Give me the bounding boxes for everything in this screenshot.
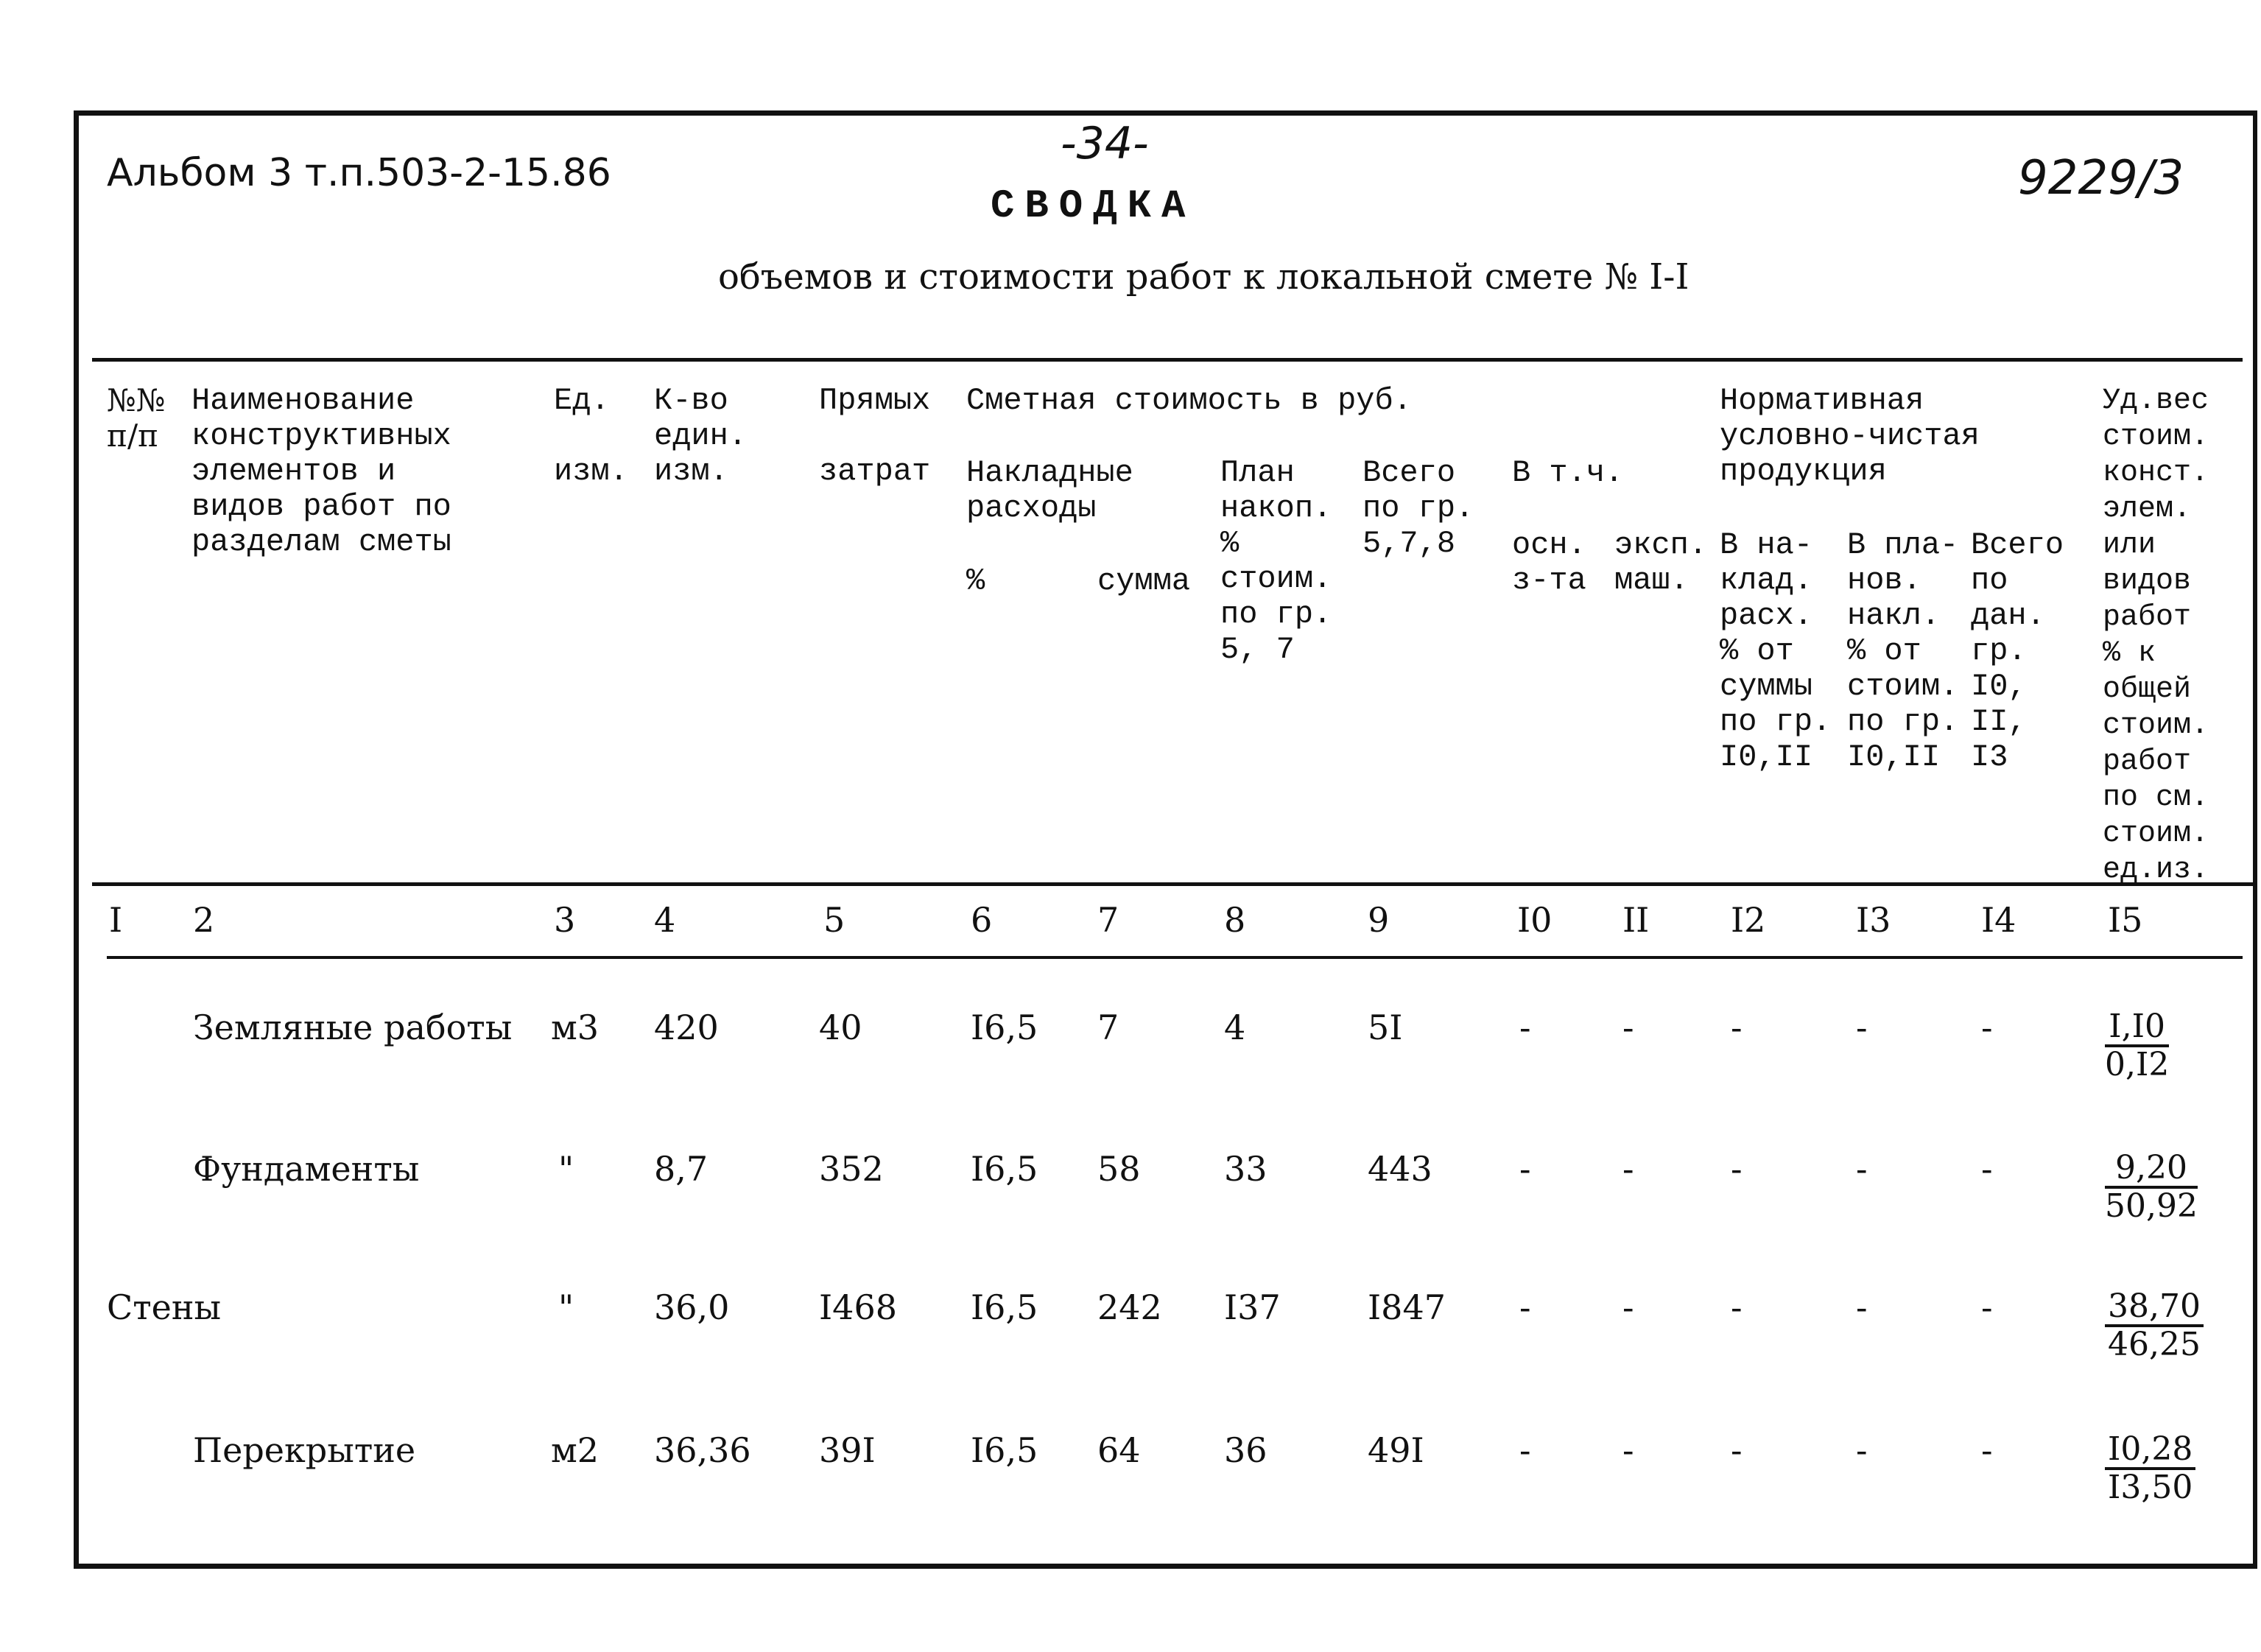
row-3-col10: - — [1519, 1287, 1531, 1327]
header-overhead: Накладные расходы — [966, 455, 1133, 526]
row-3-weight-top: 38,70 — [2105, 1289, 2204, 1327]
row-2-col10: - — [1519, 1149, 1531, 1189]
header-row-number: №№ п/п — [107, 382, 166, 454]
row-1-weight-top: I,I0 — [2105, 1009, 2169, 1047]
document-subtitle: объемов и стоимости работ к локальной смете № I-I — [718, 256, 1689, 298]
row-4-col10: - — [1519, 1430, 1531, 1470]
column-number-8: 8 — [1224, 900, 1246, 940]
row-4-col12: - — [1731, 1430, 1743, 1470]
header-direct-costs: Прямых затрат — [819, 383, 931, 489]
row-4-weight-top: I0,28 — [2105, 1432, 2195, 1470]
row-2-direct: 352 — [819, 1149, 884, 1189]
header-quantity: К-во един. изм. — [654, 383, 748, 489]
header-overhead-sum: сумма — [1097, 563, 1191, 599]
column-number-1: I — [109, 900, 123, 940]
row-2-name: Фундаменты — [193, 1149, 420, 1189]
row-4-col14: - — [1981, 1430, 1993, 1470]
column-number-5: 5 — [823, 900, 845, 940]
row-2-col11: - — [1622, 1149, 1634, 1189]
document-frame — [74, 110, 2257, 1569]
row-2-total: 443 — [1368, 1149, 1432, 1189]
row-3-unit: " — [558, 1287, 574, 1327]
row-2-col14: - — [1981, 1149, 1993, 1189]
column-number-3: 3 — [554, 900, 576, 940]
row-4-col11: - — [1622, 1430, 1634, 1470]
header-including: В т.ч. — [1512, 455, 1624, 491]
row-1-weight — [2105, 1009, 2169, 1083]
header-planned-share: В пла- нов. накл. % от стоим. по гр. I0,II — [1847, 527, 1959, 775]
header-norm-total: Всего по дан. гр. I0, II, I3 — [1971, 527, 2064, 775]
row-1-unit: м3 — [551, 1008, 599, 1047]
row-2-weight-bottom: 50,92 — [2105, 1187, 2198, 1225]
row-3-col12: - — [1731, 1287, 1743, 1327]
row-2-quantity: 8,7 — [654, 1149, 708, 1189]
header-machine-operation: эксп. маш. — [1614, 527, 1708, 598]
header-normative-production-group: Нормативная условно-чистая продукция — [1720, 383, 1980, 489]
column-number-15: I5 — [2108, 900, 2143, 940]
row-1-plan: 4 — [1224, 1008, 1246, 1047]
header-unit: Ед. изм. — [554, 383, 628, 489]
row-1-quantity: 420 — [654, 1008, 719, 1047]
row-1-percent: I6,5 — [971, 1008, 1038, 1047]
row-1-col11: - — [1622, 1008, 1634, 1047]
row-2-sum: 58 — [1097, 1149, 1141, 1189]
row-1-col14: - — [1981, 1008, 1993, 1047]
row-4-sum: 64 — [1097, 1430, 1141, 1470]
header-specific-weight: Уд.вес стоим. конст. элем. или видов работ % к общей стоим. работ по см. стоим. ед.из. — [2103, 384, 2209, 887]
row-2-col12: - — [1731, 1149, 1743, 1189]
row-4-quantity: 36,36 — [654, 1430, 751, 1470]
column-number-12: I2 — [1731, 900, 1766, 940]
document-title: СВОДКА — [991, 184, 1196, 229]
column-numbers-rule — [107, 956, 2243, 959]
row-4-unit: м2 — [551, 1430, 599, 1470]
column-number-2: 2 — [193, 900, 215, 940]
row-1-sum: 7 — [1097, 1008, 1119, 1047]
header-bottom-rule — [92, 882, 2254, 886]
row-3-total: I847 — [1368, 1287, 1446, 1327]
column-number-14: I4 — [1981, 900, 2016, 940]
column-number-6: 6 — [971, 900, 993, 940]
row-3-weight-bottom: 46,25 — [2108, 1326, 2201, 1363]
row-3-col11: - — [1622, 1287, 1634, 1327]
row-1-col12: - — [1731, 1008, 1743, 1047]
row-4-name: Перекрытие — [193, 1430, 416, 1470]
row-2-weight — [2105, 1150, 2198, 1224]
header-wages: осн. з-та — [1512, 527, 1586, 598]
row-3-quantity: 36,0 — [654, 1287, 730, 1327]
row-3-plan: I37 — [1224, 1287, 1281, 1327]
header-overhead-percent: % — [966, 563, 985, 599]
header-overhead-share: В на- клад. расх. % от суммы по гр. I0,II — [1720, 527, 1832, 775]
row-4-plan: 36 — [1224, 1430, 1267, 1470]
row-1-weight-bottom: 0,I2 — [2105, 1046, 2170, 1083]
row-4-percent: I6,5 — [971, 1430, 1038, 1470]
row-4-weight-bottom: I3,50 — [2108, 1469, 2193, 1506]
row-1-col10: - — [1519, 1008, 1531, 1047]
column-number-10: I0 — [1517, 900, 1553, 940]
reference-number: 9229/3 — [2018, 151, 2184, 205]
row-2-plan: 33 — [1224, 1149, 1267, 1189]
row-2-col13: - — [1856, 1149, 1868, 1189]
page-number: -34- — [1061, 118, 1149, 169]
row-4-weight — [2105, 1432, 2195, 1505]
row-4-col13: - — [1856, 1430, 1868, 1470]
album-label: Альбом 3 т.п.503-2-15.86 — [107, 151, 611, 195]
row-1-name: Земляные работы — [193, 1008, 513, 1047]
row-3-col13: - — [1856, 1287, 1868, 1327]
row-3-col14: - — [1981, 1287, 1993, 1327]
row-3-percent: I6,5 — [971, 1287, 1038, 1327]
header-estimated-cost-group: Сметная стоимость в руб. — [966, 383, 1412, 418]
header-total: Всего по гр. 5,7,8 — [1362, 455, 1474, 561]
row-3-sum: 242 — [1097, 1287, 1162, 1327]
row-1-direct: 40 — [819, 1008, 862, 1047]
row-1-total: 5I — [1368, 1008, 1403, 1047]
header-top-rule — [92, 358, 2243, 362]
row-4-total: 49I — [1368, 1430, 1424, 1470]
row-3-weight — [2105, 1289, 2204, 1363]
row-3-direct: I468 — [819, 1287, 897, 1327]
row-1-col13: - — [1856, 1008, 1868, 1047]
header-planned-accumulation: План накоп. % стоим. по гр. 5, 7 — [1220, 455, 1332, 667]
header-element-name: Наименование конструктивных элементов и видов работ по разделам сметы — [191, 383, 451, 560]
column-number-9: 9 — [1368, 900, 1390, 940]
column-number-7: 7 — [1097, 900, 1119, 940]
column-number-13: I3 — [1856, 900, 1891, 940]
row-2-unit: " — [558, 1149, 574, 1189]
column-number-11: II — [1622, 900, 1650, 940]
row-2-percent: I6,5 — [971, 1149, 1038, 1189]
row-2-weight-top: 9,20 — [2105, 1150, 2198, 1189]
column-number-4: 4 — [654, 900, 676, 940]
row-4-direct: 39I — [819, 1430, 876, 1470]
row-3-name: Стены — [107, 1287, 222, 1327]
